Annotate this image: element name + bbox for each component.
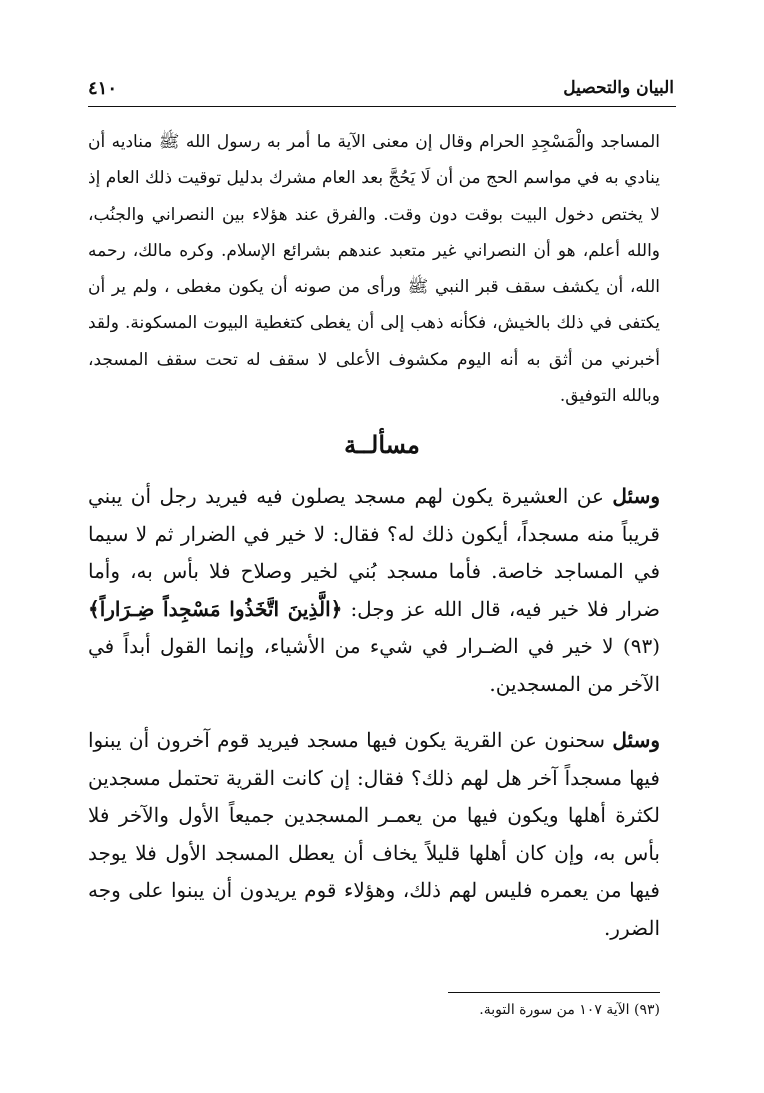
intro-paragraph-block [88,124,660,414]
question-lead-word: وسئل [612,484,660,508]
quran-quotation: ﴿الَّذِينَ اتَّخَذُوا مَسْجِداً ضِـرَاراً﴾ [88,596,343,621]
footnote-reference: (٩٣) [622,634,660,658]
section-heading: مسألــة [344,430,420,459]
running-title: البيان والتحصيل [563,78,674,98]
question-text-part-b: لا خير في الضـرار في شيء من الأشياء، وإنما القول أبداً في الآخر من المسجدين. [88,634,660,696]
question-paragraph-2 [88,722,660,947]
page-header [88,72,676,107]
page-number: ٤١٠ [88,78,118,99]
question-paragraph-1 [88,478,660,703]
question-text: سحنون عن القرية يكون فيها مسجد فيريد قوم آخرون أن يبنوا فيها مسجداً آخر هل لهم ذلك؟ فقال: إن كانت القرية تحتمل مسجدين لكثرة أهلها ويكون فيها من يعمـر المسجدين جميعاً الأول والآخر فلا بأس به، وإن كان أهلها قليلاً يخاف أن يعطل المسجد الأول فلا يوجد فيها من يعمره فليس لهم ذلك، وهؤلاء قوم يريدون أن يبنوا على وجه الضرر. [88,728,660,940]
intro-paragraph: المساجد والْمَسْجِدِ الحرام وقال إن معنى الآية ما أمر به رسول الله ﷺ مناديه أن ينادي به في مواسم الحج من أن لَا يَحُجَّ بعد العام مشرك بدليل توقيت ذلك العام إذ لا يختص دخول البيت بوقت دون وقت. والفرق عند هؤلاء بين النصراني والجنُب، والله أعلم، هو أن النصراني غير متعبد عندهم بشرائع الإسلام. وكره مالك، رحمه الله، أن يكشف سقف قبر النبي ﷺ ورأى من صونه أن يكون مغطى ، ولم ير أن يكتفى في ذلك بالخيش، فكأنه ذهب إلى أن يغطى كتغطية البيوت المسكونة. ولقد أخبرني من أثق به أنه اليوم مكشوف الأعلى لا سقف له تحت سقف المسجد، وبالله التوفيق. [88,132,660,407]
question-lead-word: وسئل [612,728,660,752]
footnote: (٩٣) الآية ١٠٧ من سورة التوبة. [479,1002,660,1018]
question-text-part-a: عن العشيرة يكون لهم مسجد يصلون فيه فيريد رجل أن يبني قريباً منه مسجداً، أيكون ذلك له؟ فقال: لا خير في الضرار ثم لا سيما في المساجد خاصة. فأما مسجد بُني لخير وصلاح فلا بأس به، وأما ضرار فلا خير فيه، قال الله عز وجل: [88,484,660,621]
footnote-divider [448,992,660,993]
